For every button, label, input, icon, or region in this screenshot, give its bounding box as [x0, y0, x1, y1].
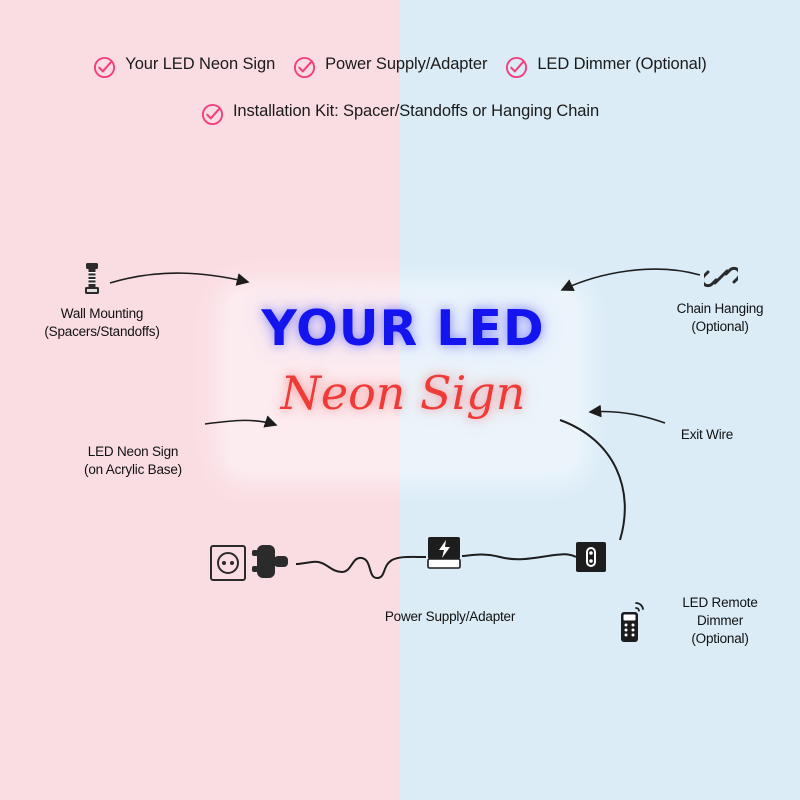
checklist-item-neon-sign: [93, 54, 275, 79]
label-led-neon-sign: LED Neon Sign (on Acrylic Base): [84, 444, 182, 478]
neon-sign-line1: YOUR LED: [261, 300, 545, 357]
checklist-item-label: Your LED Neon Sign: [125, 55, 276, 73]
dimmer-module-icon: [576, 542, 606, 577]
label-chain-hanging: Chain Hanging (Optional): [676, 301, 764, 335]
checklist-row-1: [0, 54, 800, 79]
checklist-item-label: Power Supply/Adapter: [325, 55, 488, 73]
power-adapter-icon: [426, 535, 462, 576]
checklist-item-installation-kit: [201, 101, 599, 126]
check-circle-icon: [505, 56, 528, 79]
chain-link-icon: [704, 260, 738, 299]
checklist-item-power-supply: [293, 54, 487, 79]
checklist-row-2: [0, 101, 800, 126]
neon-sign-graphic: [228, 292, 578, 472]
checklist: [0, 54, 800, 126]
neon-sign-line2: Neon Sign: [280, 366, 526, 420]
label-power-supply: Power Supply/Adapter: [384, 609, 516, 624]
label-wall-mounting: Wall Mounting (Spacers/Standoffs): [44, 306, 160, 340]
wall-socket-icon: [210, 545, 246, 586]
label-led-remote-dimmer: LED Remote Dimmer (Optional): [682, 595, 758, 647]
check-circle-icon: [93, 56, 116, 79]
screw-bolt-icon: [80, 262, 104, 303]
check-circle-icon: [201, 103, 224, 126]
checklist-item-label: LED Dimmer (Optional): [537, 55, 707, 73]
check-circle-icon: [293, 56, 316, 79]
power-plug-icon: [252, 542, 298, 589]
checklist-item-led-dimmer: [505, 54, 706, 79]
checklist-item-label: Installation Kit: Spacer/Standoffs or Hanging Chain: [232, 102, 600, 120]
label-exit-wire: Exit Wire: [680, 427, 734, 442]
